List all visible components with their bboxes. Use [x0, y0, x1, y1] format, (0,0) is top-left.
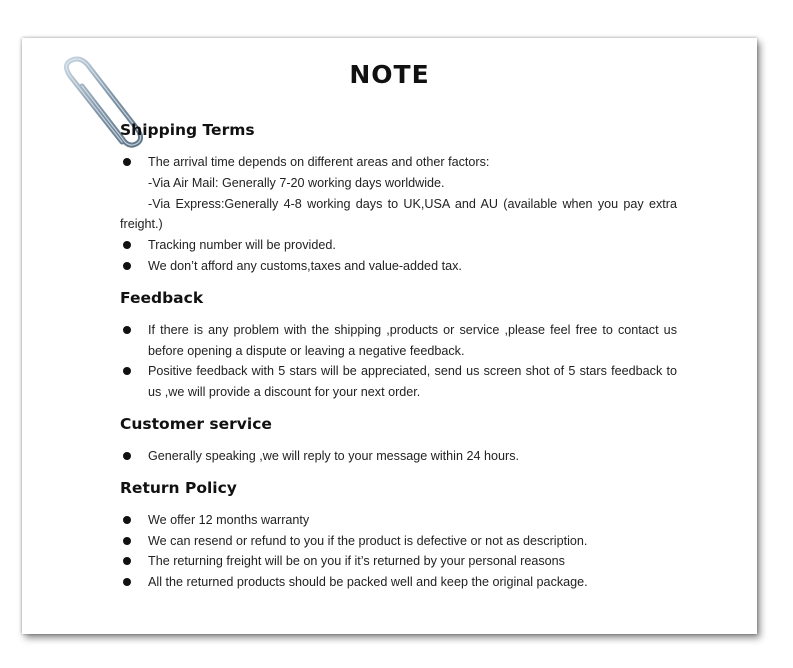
section-customer-service: [120, 414, 677, 467]
bullet-dot: [123, 241, 131, 249]
list-item-text: Positive feedback with 5 stars will be appreciated, send us screen shot of 5 stars feedback to us ,we will provide a discount for your next order.: [148, 364, 677, 400]
bullet-dot: [123, 557, 131, 565]
shipping-airmail-line: -Via Air Mail: Generally 7-20 working days worldwide.: [148, 175, 445, 190]
list-item: [120, 235, 677, 256]
bullet-dot: [123, 537, 131, 545]
list-item: [120, 510, 677, 531]
return-policy-list: [120, 510, 677, 593]
note-paper: [22, 38, 757, 634]
list-item-text: Generally speaking ,we will reply to your message within 24 hours.: [148, 448, 519, 463]
bullet-dot: [123, 578, 131, 586]
bullet-dot: [123, 367, 131, 375]
list-item: [120, 320, 677, 362]
list-item: [120, 531, 677, 552]
list-item: [120, 256, 677, 277]
section-shipping-terms: [120, 120, 677, 277]
list-item-text: We don’t afford any customs,taxes and value-added tax.: [148, 258, 462, 273]
page-title: NOTE: [349, 60, 430, 89]
list-item: [120, 152, 677, 173]
list-item-text: We can resend or refund to you if the product is defective or not as description.: [148, 533, 588, 548]
section-feedback: [120, 288, 677, 403]
bullet-dot: [123, 516, 131, 524]
section-heading-feedback: Feedback: [120, 288, 204, 307]
bullet-dot: [123, 326, 131, 334]
list-item-text: If there is any problem with the shipping ,products or service ,please feel free to contact us before opening a dispute or leaving a negative feedback.: [148, 322, 677, 358]
shipping-express-line: -Via Express:Generally 4-8 working days to UK,USA and AU (available when you pay extra: [148, 196, 677, 211]
note-content: [120, 120, 677, 604]
feedback-list: [120, 320, 677, 403]
shipping-terms-list: [120, 152, 677, 277]
list-item-text: Tracking number will be provided.: [148, 238, 336, 253]
section-heading-return-policy: Return Policy: [120, 478, 237, 497]
shipping-express-line-wrap: freight.): [120, 217, 163, 232]
customer-service-list: [120, 446, 677, 467]
list-item-text: All the returned products should be packed well and keep the original package.: [148, 575, 588, 590]
list-item: [120, 361, 677, 403]
list-item: [120, 551, 677, 572]
section-heading-customer-service: Customer service: [120, 414, 272, 433]
list-item: [120, 446, 677, 467]
list-item-text: The arrival time depends on different areas and other factors:: [148, 155, 490, 169]
bullet-dot: [123, 452, 131, 460]
bullet-dot: [123, 158, 131, 166]
bullet-dot: [123, 262, 131, 270]
list-item-text: The returning freight will be on you if it’s returned by your personal reasons: [148, 554, 565, 569]
section-heading-shipping-terms: Shipping Terms: [120, 121, 255, 139]
list-item: [120, 572, 677, 593]
section-return-policy: [120, 478, 677, 593]
list-item-text: We offer 12 months warranty: [148, 512, 310, 527]
